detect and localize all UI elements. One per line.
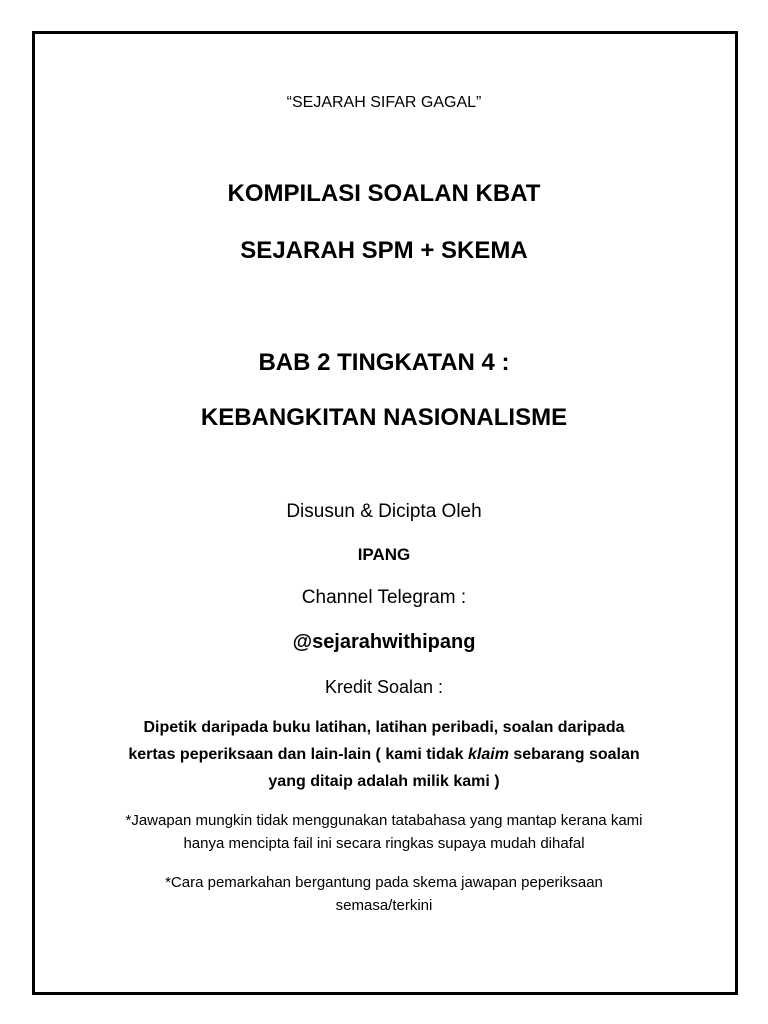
author-label: Disusun & Dicipta Oleh [286, 501, 482, 522]
channel-label: Channel Telegram : [301, 587, 467, 608]
chapter-line-2: KEBANGKITAN NASIONALISME [200, 404, 568, 431]
channel-handle: @sejarahwithipang [292, 631, 476, 653]
chapter-line-1: BAB 2 TINGKATAN 4 : [258, 349, 510, 376]
marking-note-line-2: semasa/terkini [335, 897, 433, 914]
credit-label: Kredit Soalan : [324, 677, 444, 697]
credit-text-italic-word: klaim [468, 746, 509, 763]
credit-text-line-2-start: kertas peperiksaan dan lain-lain ( kami tidak [128, 746, 469, 763]
author-name: IPANG [357, 545, 411, 564]
marking-note [64, 871, 704, 917]
credit-text [64, 714, 704, 795]
grammar-note [64, 809, 704, 855]
credit-text-line-2-end: sebarang soalan [508, 746, 640, 763]
credit-text-line-3: yang ditaip adalah milik kami ) [268, 773, 500, 790]
credit-text-line-1: Dipetik daripada buku latihan, latihan peribadi, soalan daripada [143, 719, 625, 736]
title-line-1: KOMPILASI SOALAN KBAT [227, 180, 541, 207]
grammar-note-line-2: hanya mencipta fail ini secara ringkas supaya mudah dihafal [183, 835, 585, 852]
grammar-note-line-1: *Jawapan mungkin tidak menggunakan tatabahasa yang mantap kerana kami [125, 812, 643, 829]
title-line-2: SEJARAH SPM + SKEMA [240, 237, 528, 264]
marking-note-line-1: *Cara pemarkahan bergantung pada skema jawapan peperiksaan [165, 874, 603, 891]
quote-heading: “SEJARAH SIFAR GAGAL” [286, 94, 482, 111]
